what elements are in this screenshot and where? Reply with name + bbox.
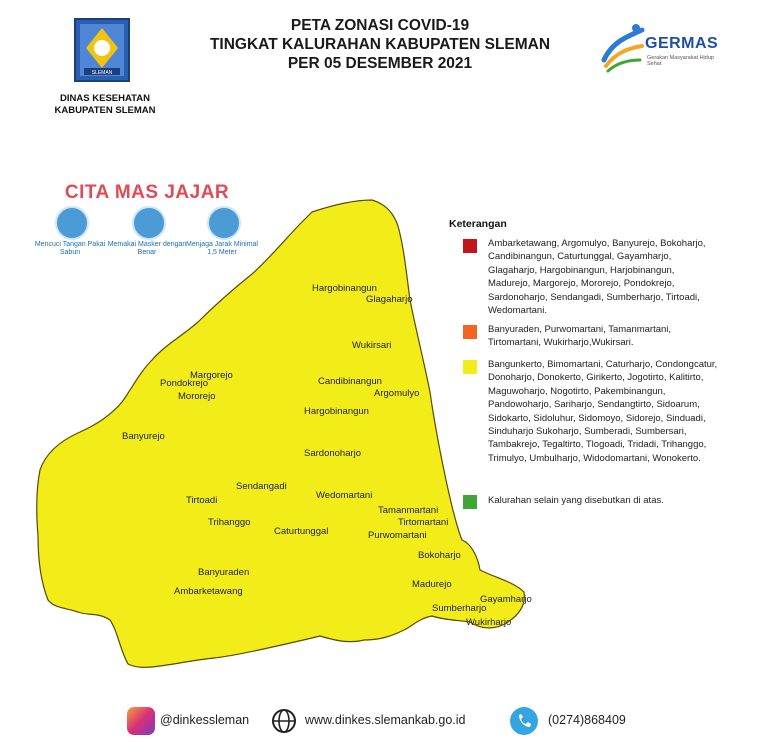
legend-swatch-red <box>463 239 477 253</box>
map-label: Bokoharjo <box>418 550 461 561</box>
instagram-icon <box>127 707 155 735</box>
map-label: Wedomartani <box>316 490 373 501</box>
legend-swatch-green <box>463 495 477 509</box>
legend-swatch-yellow <box>463 360 477 374</box>
germas-word: GERMAS <box>645 35 719 52</box>
map-label: Tirtomartani <box>398 517 449 528</box>
map-label: Mororejo <box>178 391 216 402</box>
legend-swatch-orange <box>463 325 477 339</box>
map-label: Banyuraden <box>198 567 250 578</box>
map-label: Candibinangun <box>318 376 382 387</box>
map-label: Hargobinangun <box>312 283 377 294</box>
footer-phone[interactable]: (0274)868409 <box>548 713 626 727</box>
legend-text: Kalurahan selain yang disebutkan di atas. <box>488 495 664 506</box>
map-label: Glagaharjo <box>366 294 413 305</box>
map-label: Ambarketawang <box>174 586 243 597</box>
phone-icon <box>510 707 538 735</box>
footer-website[interactable]: www.dinkes.slemankab.go.id <box>305 713 466 727</box>
map-label: Banyurejo <box>122 431 165 442</box>
map-label: Argomulyo <box>374 388 420 399</box>
campaign-label: Menjaga Jarak Minimal 1,5 Meter <box>186 241 258 256</box>
map-label: Caturtunggal <box>274 526 329 537</box>
map-label: Trihanggo <box>208 517 251 528</box>
map-label: Sendangadi <box>236 481 287 492</box>
org-line: DINAS KESEHATAN <box>60 93 150 104</box>
map-label: Purwomartani <box>368 530 427 541</box>
campaign-title: CITA MAS JAJAR <box>64 182 230 203</box>
map-label: Tirtoadi <box>186 495 218 506</box>
logo-text: SLEMAN <box>91 70 113 76</box>
map-label: Pondokrejo <box>160 378 209 389</box>
legend-text: Banyuraden, Purwomartani, Tamanmartani, Tirtomartani, Wukirharjo,Wukirsari. <box>488 324 672 349</box>
map-label: Madurejo <box>412 579 452 590</box>
org-line: KABUPATEN SLEMAN <box>54 105 156 116</box>
germas-sub: Gerakan Masyarakat Hidup Sehat <box>647 55 714 67</box>
title-line: PETA ZONASI COVID-19 <box>290 17 470 34</box>
legend-text: Ambarketawang, Argomulyo, Banyurejo, Bokoharjo, Candibinangun, Caturtunggal, Gayamharjo, Glagaharjo, Hargobinangun, Harjobinangun, Madurejo, Margorejo, Mororejo, Pondokrejo, Sardonoharjo, Sendangadi, Sumberharjo, Tirtoadi, Wedomartani. <box>488 238 706 317</box>
map-label: Wukirsari <box>352 340 392 351</box>
title-line: PER 05 DESEMBER 2021 <box>287 55 473 72</box>
map-label: Tamanmartani <box>378 505 439 516</box>
footer-instagram[interactable]: @dinkessleman <box>160 713 250 727</box>
globe-icon <box>271 708 297 734</box>
campaign-label: Memakai Masker dengan Benar <box>107 241 187 256</box>
campaign-label: Mencuci Tangan Pakai Sabun <box>34 241 106 256</box>
title-line: TINGKAT KALURAHAN KABUPATEN SLEMAN <box>209 36 551 53</box>
map-label: Margorejo <box>190 370 233 381</box>
map-label: Sardonoharjo <box>304 448 362 459</box>
legend-heading: Keterangan <box>449 218 507 230</box>
map-label: Hargobinangun <box>304 406 369 417</box>
legend-text: Bangunkerto, Bimomartani, Caturharjo, Condongcatur, Donoharjo, Donokerto, Girikerto, Jogotirto, Kalitirto, Maguwoharjo, Nogotirto, Pakembinangun, Pandowoharjo, Sariharjo, Sendangtirto, Sidoarum, Sidokarto, Sidoluhur, Sidomoyo, Sidorejo, Sinduadi, Sinduharjo Sukoharjo, Sumberadi, Sumbersari, Tambakrejo, Tegaltirto, Tlogoadi, Tridadi, Trihanggo, Trimulyo, Umbulharjo, Widodomartani, Wonokerto. <box>488 359 718 464</box>
map-label: Wukirharjo <box>466 617 512 628</box>
map-label: Gayamharjo <box>480 594 532 605</box>
map-label: Sumberharjo <box>432 603 487 614</box>
